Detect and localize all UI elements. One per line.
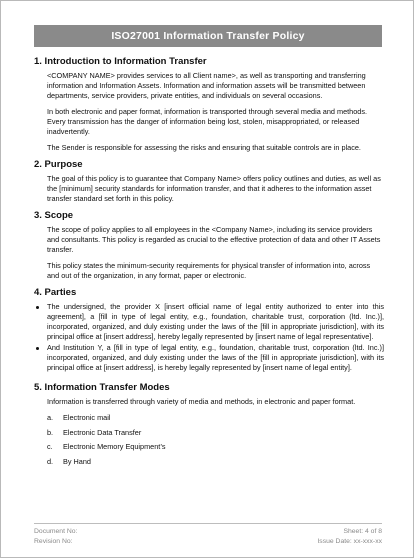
section-heading: 5. Information Transfer Modes	[34, 382, 170, 393]
paragraph: The goal of this policy is to guarantee that Company Name> offers policy outlines and duties, as well as the [minimum] security standards for information transfer, and that it adheres to the information asset transfer standard set forth in this policy.	[47, 174, 381, 203]
revision-number: Revision No:	[34, 537, 73, 545]
parties-list	[34, 302, 384, 373]
footer-row	[34, 527, 382, 537]
list-marker: a.	[47, 413, 54, 422]
paragraph: Information is transferred through variety of media and methods, in electronic and paper format.	[47, 397, 356, 406]
section-heading: 1. Introduction to Information Transfer	[34, 56, 207, 67]
list-item-text: Electronic mail	[63, 413, 111, 422]
paragraph: <COMPANY NAME> provides services to all Client name>, as well as transporting and transferring information and Information Assets. Information and information assets will be transmitted between departments, service providers, private entities, and individuals on several occasions.	[47, 71, 366, 100]
list-item	[34, 413, 384, 423]
list-marker: b.	[47, 427, 54, 437]
paragraph: This policy states the minimum-security requirements for physical transfer of information into, across and out of the organization, in any format, paper or electronic.	[47, 261, 371, 280]
sheet-number: Sheet: 4 of 8	[343, 528, 382, 535]
list-marker: d.	[47, 456, 54, 466]
footer-row	[34, 537, 382, 547]
list-item-text: Electronic Memory Equipment’s	[63, 442, 166, 451]
list-item	[34, 442, 384, 452]
list-item: The undersigned, the provider X [insert official name of legal entity authorized to enter into this agreement], a [fill in type of legal entity, e.g., foundation, charitable trust, corporation (ltd. Inc.)], incorporated, organized, and duly existing under the laws of the [fill in appropriate jurisdiction], with its principal office at [insert address], hereby legally represented by [insert name of legal representative].	[34, 302, 384, 342]
list-item-text: Electronic Data Transfer	[63, 427, 142, 437]
section-purpose	[34, 159, 384, 204]
paragraph: The Sender is responsible for assessing the risks and ensuring that suitable controls are in place.	[47, 143, 361, 152]
section-parties	[34, 287, 384, 373]
transfer-modes-list	[34, 413, 384, 467]
document-number: Document No:	[34, 528, 78, 535]
page-footer	[34, 523, 382, 546]
paragraph: In both electronic and paper format, information is transported through several media and methods. Every transmission has the danger of information being lost, stolen, misappropriated, or released inadvertently.	[47, 107, 368, 136]
section-heading: 2. Purpose	[34, 159, 83, 170]
list-item	[34, 428, 384, 438]
list-item-text: By Hand	[63, 456, 91, 466]
list-item: And Institution Y, a [fill in type of legal entity, e.g., foundation, charitable trust, corporation (ltd. Inc.)] incorporated, organized, and duly existing under the laws of the [fill in appropriate jurisdiction], with its principal office at [insert address], is hereby legally represented by [insert name of legal entity].	[34, 343, 384, 373]
paragraph: The scope of policy applies to all employees in the <Company Name>, including its service providers and consultants. This policy is regarded as crucial to the effective protection of data and other IT Assets transfer.	[47, 225, 381, 254]
document-title: ISO27001 Information Transfer Policy	[34, 25, 382, 47]
section-transfer-modes	[34, 382, 384, 467]
section-heading: 3. Scope	[34, 210, 74, 221]
section-introduction	[34, 56, 384, 153]
list-marker: c.	[47, 442, 53, 451]
section-heading: 4. Parties	[34, 287, 77, 298]
list-item	[34, 457, 384, 467]
issue-date: Issue Date: xx-xxx-xx	[317, 537, 382, 545]
document-body	[34, 56, 384, 471]
section-scope	[34, 210, 384, 281]
